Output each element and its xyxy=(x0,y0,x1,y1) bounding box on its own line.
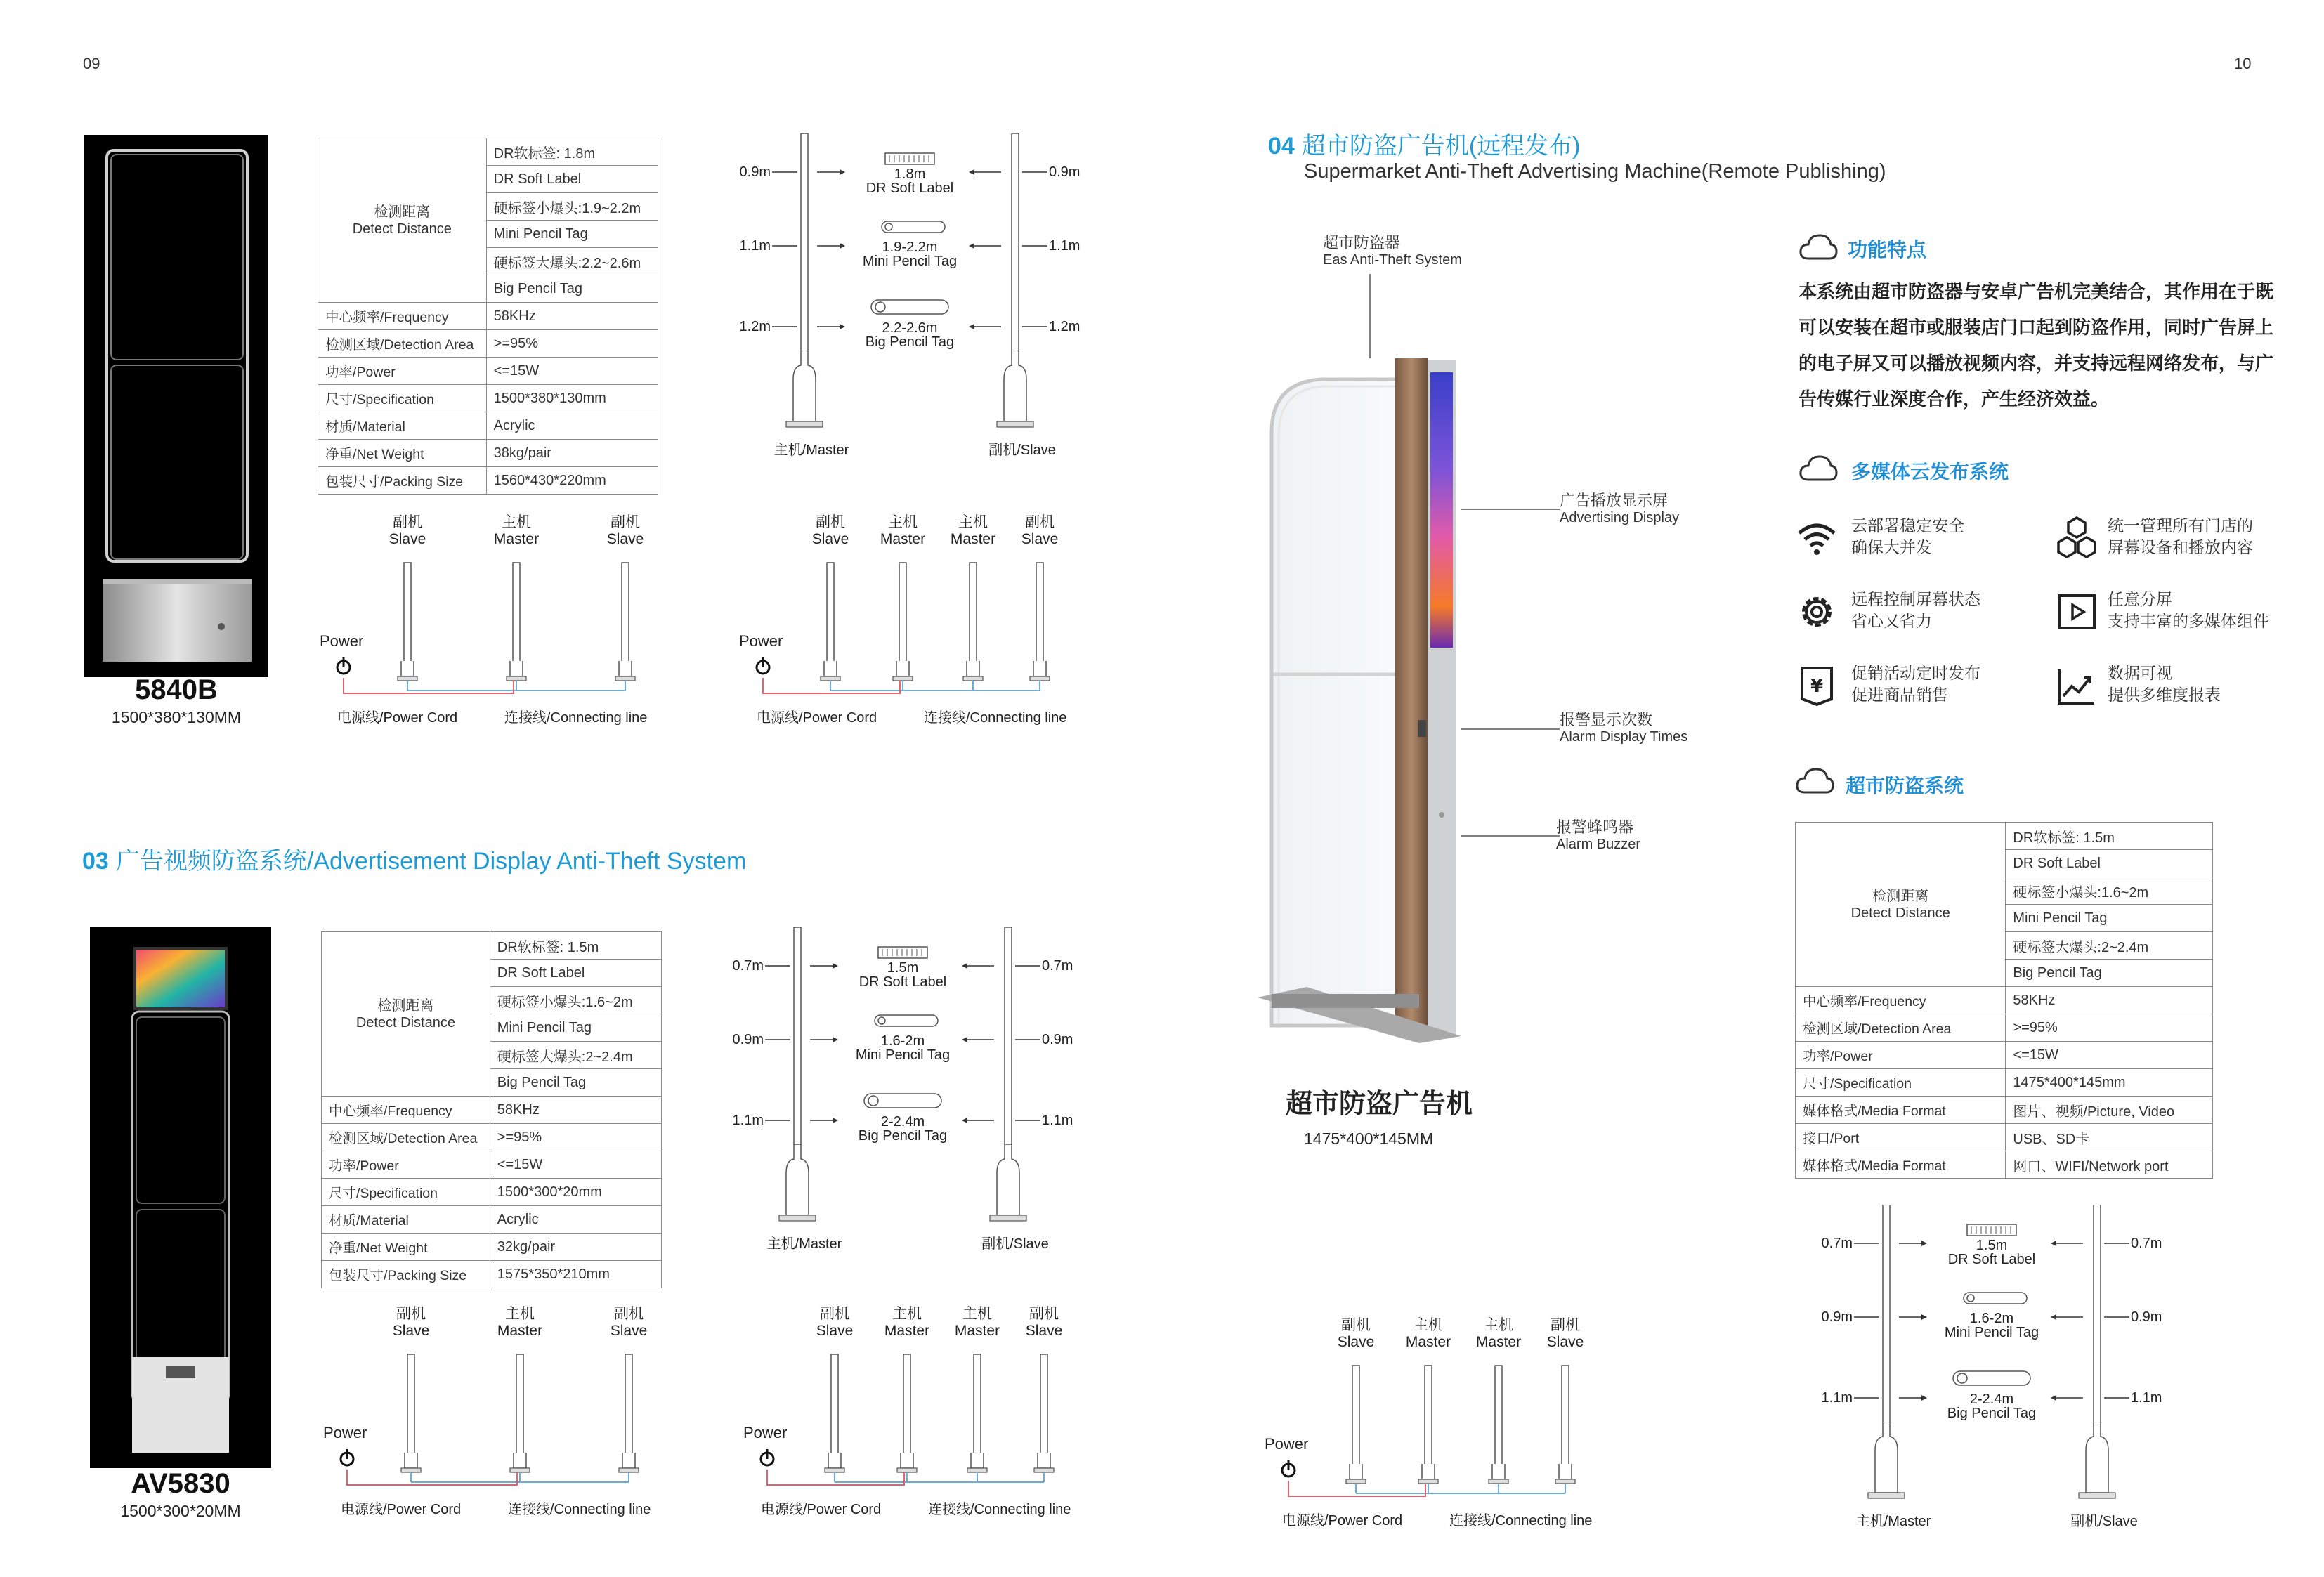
page-number-right: 10 xyxy=(2234,55,2252,72)
unit-label-en: Master xyxy=(497,1323,543,1339)
gate-pole xyxy=(893,563,913,681)
gate-pole xyxy=(967,1354,987,1472)
spec-row: 检测区域/Detection Area >=95% xyxy=(1796,1014,2213,1042)
distance-level-label: 0.9m xyxy=(732,1032,764,1047)
gear-icon xyxy=(1795,590,1839,634)
svg-text:¥: ¥ xyxy=(1810,676,1824,697)
spec-table-ad-machine xyxy=(1795,822,2213,1179)
wiring-svg xyxy=(323,1301,681,1522)
spec-row: 媒体格式/Media Format 网口、WIFI/Network port xyxy=(1796,1151,2213,1179)
wiring-svg xyxy=(739,509,1097,731)
unit-label-cn: 主机 xyxy=(888,514,918,530)
features-paragraph: 本系统由超市防盗器与安卓广告机完美结合，其作用在于既可以安装在超市或服装店门口起到防盗作用，同时广告屏上的电子屏又可以播放视频内容，并支持远程网络发布，与广告传媒行业深度合作，产生经济效益。 xyxy=(1799,281,2274,410)
cloud-feature-text: 远程控制屏幕状态 省心又省力 xyxy=(1851,590,1980,630)
arrow-head xyxy=(969,169,974,175)
product-photo-av5830 xyxy=(90,927,271,1468)
spec-row: 中心频率/Frequency 58KHz xyxy=(322,1097,662,1124)
arrow-head xyxy=(2051,1395,2056,1401)
distance-level-label: 0.7m xyxy=(1042,958,1073,974)
section-04-subtitle: Supermarket Anti-Theft Advertising Machine(Remote Publishing) xyxy=(1304,160,1886,183)
cloud-feature-text: 统一管理所有门店的 屏幕设备和播放内容 xyxy=(2108,516,2253,556)
distance-level-label: 0.9m xyxy=(1042,1032,1073,1047)
gate-pole xyxy=(507,563,526,681)
arrow-head xyxy=(833,1037,838,1042)
cloud-icon xyxy=(1795,766,1834,795)
spec-row: 净重/Net Weight 32kg/pair xyxy=(322,1234,662,1261)
wiring-diagram-ad-machine xyxy=(1265,1312,1623,1533)
spec-mini-cn: 硬标签小爆头:1.6~2m xyxy=(490,987,661,1014)
spec-row: 中心频率/Frequency 58KHz xyxy=(318,303,658,330)
unit-label-cn: 主机 xyxy=(502,514,531,530)
callout-eas: 超市防盗器 Eas Anti-Theft System xyxy=(1323,234,1462,268)
tag-name: Big Pencil Tag xyxy=(1947,1406,2037,1421)
cloud-feature-text: 促销活动定时发布 促进商品销售 xyxy=(1851,664,1980,704)
soft-label-tag-icon xyxy=(878,947,927,958)
gate-pole xyxy=(897,1354,917,1472)
arrow-head xyxy=(840,324,845,329)
features-title: 功能特点 xyxy=(1848,239,1927,261)
unit-label-en: Master xyxy=(1475,1334,1522,1350)
gate-pole xyxy=(1418,1366,1438,1484)
arrow-head xyxy=(1921,1395,1927,1401)
arrow-head xyxy=(962,963,967,969)
power-label: Power xyxy=(1265,1435,1309,1453)
spec-row: 接口/Port USB、SD卡 xyxy=(1796,1124,2213,1151)
unit-label-cn: 副机 xyxy=(1551,1317,1580,1333)
spec-dr-cn: DR软标签: 1.8m xyxy=(486,138,658,166)
arrow-head xyxy=(962,1118,967,1123)
callout-alarm-display: 报警显示次数 Alarm Display Times xyxy=(1560,711,1688,745)
cloud-publishing-title: 多媒体云发布系统 xyxy=(1851,461,2009,483)
spec-table-5840b xyxy=(318,138,658,495)
cloud-feature-text: 云部署稳定安全 确保大并发 xyxy=(1851,516,1964,556)
tag-distance: 2-2.4m xyxy=(880,1114,925,1130)
connecting-line-label: 连接线/Connecting line xyxy=(924,710,1067,726)
connecting-line-label: 连接线/Connecting line xyxy=(504,710,648,726)
distance-diagram-ad-machine xyxy=(1820,1205,2185,1535)
wiring-diagram-5840b-four xyxy=(739,509,1097,731)
unit-label-cn: 副机 xyxy=(1025,514,1055,530)
distance-svg xyxy=(731,927,1096,1257)
ad-machine-size: 1475*400*145MM xyxy=(1304,1130,1434,1148)
power-label: Power xyxy=(739,632,783,650)
unit-label-en: Master xyxy=(880,531,926,547)
spec-big-cn: 硬标签大爆头:2~2.4m xyxy=(490,1042,661,1069)
power-cord-label: 电源线/Power Cord xyxy=(341,1502,462,1517)
spec-row: 检测区域/Detection Area >=95% xyxy=(322,1124,662,1151)
unit-label-en: Slave xyxy=(1025,1323,1063,1339)
slave-label: 副机/Slave xyxy=(2070,1514,2138,1529)
slave-gate xyxy=(2079,1205,2115,1498)
unit-label-cn: 副机 xyxy=(1341,1317,1371,1333)
tag-distance: 1.8m xyxy=(894,166,926,182)
master-label: 主机/Master xyxy=(1855,1514,1931,1529)
distance-level-label: 1.2m xyxy=(1049,319,1081,334)
unit-label-cn: 主机 xyxy=(1414,1317,1443,1333)
spec-row: 功率/Power <=15W xyxy=(318,358,658,385)
distance-level-label: 1.2m xyxy=(739,319,771,334)
wiring-svg xyxy=(1265,1312,1623,1533)
gate-pole xyxy=(1030,563,1050,681)
unit-label-en: Slave xyxy=(816,1323,854,1339)
unit-label-cn: 主机 xyxy=(962,1306,992,1322)
unit-label-en: Slave xyxy=(606,531,644,547)
section-03-title: 03 广告视频防盗系统/Advertisement Display Anti-Theft System xyxy=(82,848,747,875)
connecting-line-label: 连接线/Connecting line xyxy=(1449,1513,1593,1529)
distance-level-label: 0.7m xyxy=(1821,1236,1853,1251)
slave-gate xyxy=(990,927,1026,1221)
mini-pencil-tag-icon xyxy=(1964,1293,2027,1304)
power-cord-label: 电源线/Power Cord xyxy=(337,710,458,726)
callout-alarm-buzzer: 报警蜂鸣器 Alarm Buzzer xyxy=(1556,818,1641,852)
product-name-av5830: AV5830 xyxy=(131,1468,230,1499)
tag-name: Mini Pencil Tag xyxy=(1944,1325,2039,1340)
distance-level-label: 0.9m xyxy=(1821,1309,1853,1325)
distance-level-label: 1.1m xyxy=(1042,1113,1073,1128)
spec-row: 尺寸/Specification 1500*380*130mm xyxy=(318,385,658,412)
big-pencil-tag-icon xyxy=(871,300,948,314)
slave-label: 副机/Slave xyxy=(981,1236,1049,1252)
master-gate xyxy=(786,133,823,427)
unit-label-en: Slave xyxy=(811,531,849,547)
spec-mini-cn: 硬标签小爆头:1.9~2.2m xyxy=(486,193,658,221)
spec-row: 功率/Power <=15W xyxy=(1796,1042,2213,1069)
gate-pole xyxy=(821,563,840,681)
spec-big-en: Big Pencil Tag xyxy=(486,275,658,303)
spec-big-en: Big Pencil Tag xyxy=(490,1069,661,1097)
unit-label-en: Slave xyxy=(1337,1334,1375,1350)
distance-level-label: 0.7m xyxy=(2131,1236,2162,1251)
gate-pole xyxy=(1034,1354,1054,1472)
ad-gate-illustration xyxy=(90,927,271,1468)
arrow-head xyxy=(2051,1241,2056,1246)
big-pencil-tag-icon xyxy=(1953,1371,2030,1385)
gate-pole xyxy=(825,1354,844,1472)
distance-level-label: 1.1m xyxy=(739,238,771,254)
arrow-head xyxy=(969,324,974,329)
spec-row: 媒体格式/Media Format 图片、视频/Picture, Video xyxy=(1796,1097,2213,1124)
master-label: 主机/Master xyxy=(766,1236,842,1252)
spec-row: 功率/Power <=15W xyxy=(322,1151,662,1179)
spec-mini-cn: 硬标签小爆头:1.6~2m xyxy=(2006,877,2213,905)
master-gate xyxy=(1868,1205,1905,1498)
arrow-head xyxy=(1921,1314,1927,1320)
unit-label-en: Slave xyxy=(392,1323,430,1339)
distance-level-label: 0.9m xyxy=(739,164,771,180)
connecting-line-label: 连接线/Connecting line xyxy=(508,1502,651,1517)
arrow-head xyxy=(1921,1241,1927,1246)
wiring-diagram-5840b-three xyxy=(320,509,678,731)
ad-machine-name: 超市防盗广告机 xyxy=(1286,1089,1473,1119)
distance-level-label: 1.1m xyxy=(2131,1390,2162,1406)
distance-diagram-av5830 xyxy=(731,927,1096,1257)
spec-row: 包装尺寸/Packing Size 1575*350*210mm xyxy=(322,1261,662,1288)
tag-name: Mini Pencil Tag xyxy=(862,254,958,269)
unit-label-cn: 副机 xyxy=(614,1306,644,1322)
distance-level-label: 1.1m xyxy=(1049,238,1081,254)
unit-label-cn: 副机 xyxy=(816,514,845,530)
tag-distance: 2-2.4m xyxy=(1969,1392,2014,1407)
power-cord-label: 电源线/Power Cord xyxy=(761,1502,882,1517)
arrow-head xyxy=(962,1037,967,1042)
tag-name: DR Soft Label xyxy=(1947,1252,2036,1267)
gate-pole xyxy=(615,563,635,681)
price-tag-icon xyxy=(1795,664,1839,707)
soft-label-tag-icon xyxy=(885,153,934,164)
unit-label-en: Master xyxy=(1405,1334,1451,1350)
power-label: Power xyxy=(320,632,364,650)
tag-distance: 2.2-2.6m xyxy=(882,320,938,336)
detect-distance-label: 检测距离 Detect Distance xyxy=(322,932,490,1097)
big-pencil-tag-icon xyxy=(864,1094,941,1108)
unit-label-en: Slave xyxy=(389,531,426,547)
page-number-left: 09 xyxy=(83,55,100,72)
gate-pole xyxy=(398,563,417,681)
section-04-title: 04 超市防盗广告机(远程发布) xyxy=(1268,133,1581,159)
arrow-head xyxy=(969,243,974,249)
unit-label-cn: 副机 xyxy=(611,514,640,530)
arrow-head xyxy=(2051,1314,2056,1320)
spec-big-cn: 硬标签大爆头:2~2.4m xyxy=(2006,932,2213,960)
spec-mini-en: Mini Pencil Tag xyxy=(486,221,658,248)
spec-row: 材质/Material Acrylic xyxy=(322,1206,662,1234)
unit-label-cn: 副机 xyxy=(396,1306,426,1322)
product-photo-5840b xyxy=(84,135,268,677)
unit-label-en: Slave xyxy=(1546,1334,1584,1350)
gate-pole xyxy=(963,563,983,681)
distance-level-label: 1.1m xyxy=(732,1113,764,1128)
distance-level-label: 0.7m xyxy=(732,958,764,974)
gate-pole xyxy=(401,1354,421,1472)
slave-gate xyxy=(997,133,1033,427)
distance-level-label: 1.1m xyxy=(1821,1390,1853,1406)
play-screen-icon xyxy=(2055,590,2098,634)
tag-name: DR Soft Label xyxy=(859,974,947,990)
tag-name: Big Pencil Tag xyxy=(865,334,955,350)
arrow-head xyxy=(840,169,845,175)
product-size-5840b: 1500*380*130MM xyxy=(111,708,242,726)
arrow-head xyxy=(840,243,845,249)
spec-dr-cn: DR软标签: 1.5m xyxy=(490,932,661,960)
unit-label-en: Slave xyxy=(1021,531,1059,547)
unit-label-en: Master xyxy=(950,531,996,547)
distance-svg xyxy=(738,133,1103,464)
spec-dr-en: DR Soft Label xyxy=(486,166,658,193)
distance-diagram-5840b xyxy=(738,133,1103,464)
spec-row: 净重/Net Weight 38kg/pair xyxy=(318,440,658,467)
spec-row: 中心频率/Frequency 58KHz xyxy=(1796,987,2213,1014)
spec-row: 包装尺寸/Packing Size 1560*430*220mm xyxy=(318,467,658,495)
wiring-diagram-av5830-three xyxy=(323,1301,681,1522)
unit-label-cn: 主机 xyxy=(958,514,988,530)
cloud-feature-text: 数据可视 提供多维度报表 xyxy=(2108,664,2221,704)
power-label: Power xyxy=(323,1424,367,1441)
unit-label-en: Slave xyxy=(610,1323,648,1339)
spec-dr-en: DR Soft Label xyxy=(2006,850,2213,877)
connecting-line-label: 连接线/Connecting line xyxy=(928,1502,1071,1517)
anti-theft-system-title: 超市防盗系统 xyxy=(1846,775,1964,797)
gate-illustration xyxy=(84,135,268,677)
power-cord-label: 电源线/Power Cord xyxy=(757,710,877,726)
tag-distance: 1.5m xyxy=(1976,1238,2008,1253)
distance-svg xyxy=(1820,1205,2185,1535)
unit-label-cn: 主机 xyxy=(1484,1317,1513,1333)
spec-big-cn: 硬标签大爆头:2.2~2.6m xyxy=(486,248,658,275)
tag-name: Mini Pencil Tag xyxy=(855,1047,951,1063)
callout-leaders xyxy=(1335,225,1728,857)
gate-pole xyxy=(1346,1366,1366,1484)
power-cord-label: 电源线/Power Cord xyxy=(1282,1513,1403,1529)
unit-label-en: Master xyxy=(954,1323,1000,1339)
spec-dr-en: DR Soft Label xyxy=(490,960,661,987)
spec-dr-cn: DR软标签: 1.5m xyxy=(2006,823,2213,850)
detect-distance-label: 检测距离 Detect Distance xyxy=(1796,823,2006,987)
master-label: 主机/Master xyxy=(773,443,849,458)
tag-name: Big Pencil Tag xyxy=(858,1128,948,1144)
spec-row: 尺寸/Specification 1475*400*145mm xyxy=(1796,1069,2213,1097)
distance-level-label: 0.9m xyxy=(2131,1309,2162,1325)
cloud-icon xyxy=(1799,453,1838,483)
spec-table-av5830 xyxy=(321,931,662,1288)
product-name-5840b: 5840B xyxy=(135,674,218,705)
unit-label-cn: 副机 xyxy=(820,1306,849,1322)
wifi-icon xyxy=(1795,516,1839,560)
tag-distance: 1.6-2m xyxy=(880,1033,925,1049)
tag-distance: 1.9-2.2m xyxy=(882,240,938,255)
spec-big-en: Big Pencil Tag xyxy=(2006,960,2213,987)
spec-mini-en: Mini Pencil Tag xyxy=(2006,905,2213,932)
detect-distance-label: 检测距离 Detect Distance xyxy=(318,138,487,303)
mini-pencil-tag-icon xyxy=(875,1015,938,1026)
cloud-icon xyxy=(1799,232,1838,261)
gate-pole xyxy=(1489,1366,1508,1484)
power-label: Power xyxy=(743,1424,788,1441)
unit-label-cn: 副机 xyxy=(393,514,422,530)
tag-distance: 1.5m xyxy=(887,960,919,976)
gate-pole xyxy=(619,1354,639,1472)
slave-label: 副机/Slave xyxy=(988,443,1056,458)
spec-row: 尺寸/Specification 1500*300*20mm xyxy=(322,1179,662,1206)
unit-label-cn: 副机 xyxy=(1029,1306,1059,1322)
hexagon-network-icon xyxy=(2055,516,2098,560)
master-gate xyxy=(779,927,816,1221)
distance-level-label: 0.9m xyxy=(1049,164,1081,180)
cloud-feature-text: 任意分屏 支持丰富的多媒体组件 xyxy=(2108,590,2269,630)
callout-advertising-display: 广告播放显示屏 Advertising Display xyxy=(1560,492,1680,525)
tag-name: DR Soft Label xyxy=(866,181,954,196)
wiring-diagram-av5830-four xyxy=(743,1301,1102,1522)
mini-pencil-tag-icon xyxy=(882,221,945,233)
product-size-av5830: 1500*300*20MM xyxy=(120,1502,241,1520)
tag-distance: 1.6-2m xyxy=(1969,1311,2014,1326)
chart-trend-icon xyxy=(2055,664,2098,707)
gate-pole xyxy=(1555,1366,1575,1484)
unit-label-en: Master xyxy=(493,531,540,547)
spec-row: 检测区域/Detection Area >=95% xyxy=(318,330,658,358)
arrow-head xyxy=(833,963,838,969)
unit-label-cn: 主机 xyxy=(892,1306,922,1322)
gate-pole xyxy=(510,1354,530,1472)
arrow-head xyxy=(833,1118,838,1123)
unit-label-en: Master xyxy=(884,1323,930,1339)
unit-label-cn: 主机 xyxy=(505,1306,535,1322)
wiring-svg xyxy=(743,1301,1102,1522)
spec-row: 材质/Material Acrylic xyxy=(318,412,658,440)
spec-mini-en: Mini Pencil Tag xyxy=(490,1014,661,1042)
soft-label-tag-icon xyxy=(1967,1224,2016,1236)
wiring-svg xyxy=(320,509,678,731)
